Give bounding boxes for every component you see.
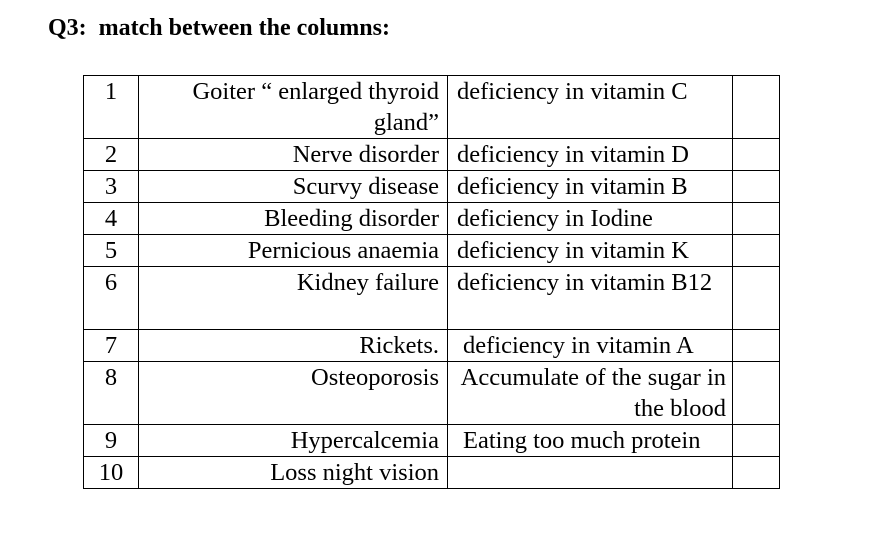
cause-cell: Eating too much protein xyxy=(448,425,733,457)
row-number: 3 xyxy=(84,171,139,203)
answer-cell xyxy=(733,203,780,235)
answer-cell xyxy=(733,267,780,330)
question-title: Q3: match between the columns: xyxy=(48,15,390,41)
table-row xyxy=(84,457,780,489)
answer-cell xyxy=(733,139,780,171)
disorder-cell: Goiter “ enlarged thyroid gland” xyxy=(139,76,448,139)
row-number: 9 xyxy=(84,425,139,457)
row-number: 5 xyxy=(84,235,139,267)
cause-cell: deficiency in vitamin D xyxy=(448,139,733,171)
cause-cell xyxy=(448,457,733,489)
answer-cell xyxy=(733,330,780,362)
answer-cell xyxy=(733,76,780,139)
row-number: 6 xyxy=(84,267,139,330)
table-row xyxy=(84,330,780,362)
disorder-cell: Loss night vision xyxy=(139,457,448,489)
table-row xyxy=(84,267,780,330)
disorder-cell: Scurvy disease xyxy=(139,171,448,203)
disorder-cell: Hypercalcemia xyxy=(139,425,448,457)
row-number: 10 xyxy=(84,457,139,489)
cause-cell: deficiency in vitamin B12 xyxy=(448,267,733,330)
row-number: 2 xyxy=(84,139,139,171)
disorder-cell: Kidney failure xyxy=(139,267,448,330)
answer-cell xyxy=(733,171,780,203)
answer-cell xyxy=(733,362,780,425)
row-number: 8 xyxy=(84,362,139,425)
matching-table xyxy=(83,75,780,489)
answer-cell xyxy=(733,425,780,457)
answer-cell xyxy=(733,235,780,267)
table-row xyxy=(84,425,780,457)
table-row xyxy=(84,139,780,171)
cause-cell: Accumulate of the sugar in the blood xyxy=(448,362,733,425)
table-row xyxy=(84,235,780,267)
disorder-cell: Bleeding disorder xyxy=(139,203,448,235)
cause-cell: deficiency in vitamin A xyxy=(448,330,733,362)
cause-cell: deficiency in vitamin K xyxy=(448,235,733,267)
cause-cell: deficiency in vitamin C xyxy=(448,76,733,139)
disorder-cell: Osteoporosis xyxy=(139,362,448,425)
disorder-cell: Pernicious anaemia xyxy=(139,235,448,267)
answer-cell xyxy=(733,457,780,489)
disorder-cell: Nerve disorder xyxy=(139,139,448,171)
row-number: 1 xyxy=(84,76,139,139)
table-row xyxy=(84,171,780,203)
cause-cell: deficiency in Iodine xyxy=(448,203,733,235)
disorder-cell: Rickets. xyxy=(139,330,448,362)
row-number: 4 xyxy=(84,203,139,235)
cause-cell: deficiency in vitamin B xyxy=(448,171,733,203)
table-row xyxy=(84,362,780,425)
table-row xyxy=(84,203,780,235)
table-row xyxy=(84,76,780,139)
row-number: 7 xyxy=(84,330,139,362)
